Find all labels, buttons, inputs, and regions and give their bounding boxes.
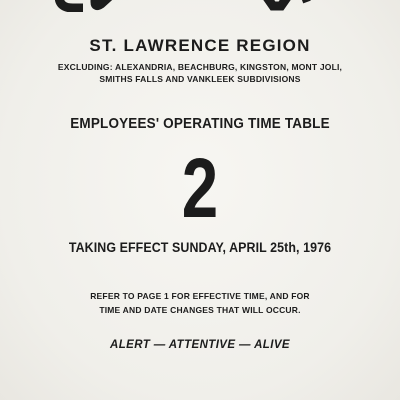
excluded-line-2: SMITHS FALLS AND VANKLEEK SUBDIVISIONS	[99, 74, 301, 84]
excluded-line-1: EXCLUDING: ALEXANDRIA, BEACHBURG, KINGSTON, MONT JOLI,	[57, 62, 343, 72]
refer-note	[0, 289, 400, 317]
safety-motto: ALERT — ATTENTIVE — ALIVE	[110, 339, 290, 351]
excluded-subdivisions	[0, 61, 400, 85]
timetable-title: EMPLOYEES' OPERATING TIME TABLE	[70, 115, 330, 132]
refer-line-2: TIME AND DATE CHANGES THAT WILL OCCUR.	[99, 305, 301, 315]
cv-logo-right-fragment	[225, 0, 317, 12]
effective-date: TAKING EFFECT SUNDAY, APRIL 25th, 1976	[68, 240, 332, 255]
timetable-number: 2	[181, 141, 219, 235]
cn-logo-left-fragment	[55, 0, 125, 12]
region-title: ST. LAWRENCE REGION	[89, 36, 311, 55]
refer-line-1: REFER TO PAGE 1 FOR EFFECTIVE TIME, AND FOR	[90, 291, 310, 301]
